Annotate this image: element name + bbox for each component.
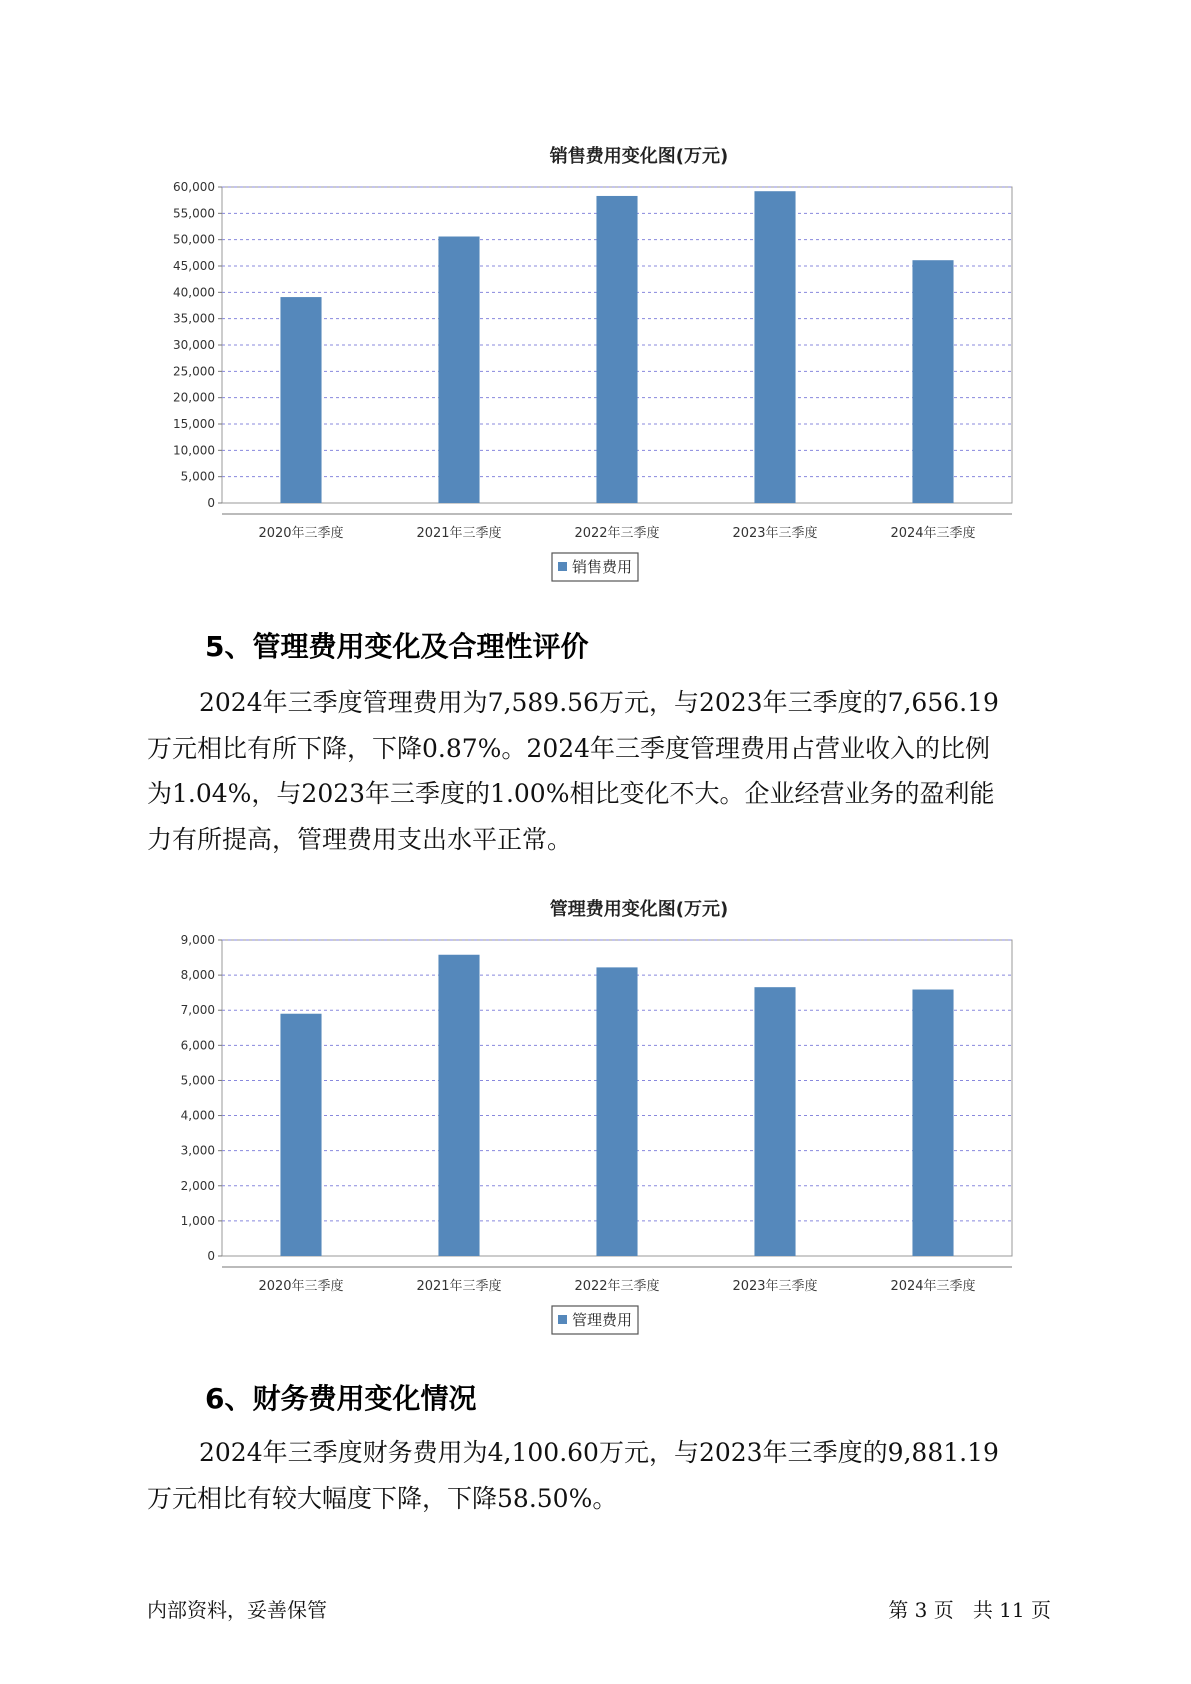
- sales-x-tick-label: 2024年三季度: [890, 526, 976, 541]
- admin-y-tick-label: 0: [207, 1249, 215, 1263]
- admin-y-tick-label: 9,000: [180, 933, 215, 947]
- sales-x-tick-label: 2020年三季度: [258, 526, 344, 541]
- admin-x-tick-label: 2020年三季度: [258, 1279, 344, 1294]
- sales-bar: [280, 297, 321, 503]
- section-6-line-2: 万元相比有较大幅度下降，下降58.50%。: [147, 1483, 618, 1513]
- sales-y-tick-label: 40,000: [173, 285, 215, 300]
- sales-y-tick-label: 35,000: [173, 311, 215, 326]
- section-5-title: 5、管理费用变化及合理性评价: [205, 630, 589, 663]
- admin-y-tick-label: 4,000: [180, 1108, 215, 1123]
- sales-expense-chart: [155, 140, 1035, 595]
- admin-bar: [280, 1014, 321, 1256]
- admin-bar: [596, 967, 637, 1256]
- admin-expense-chart-svg: [155, 893, 1035, 1348]
- admin-bar: [438, 955, 479, 1256]
- section-5-line-1: 2024年三季度管理费用为7,589.56万元，与2023年三季度的7,656.19: [199, 688, 999, 717]
- admin-expense-chart: [155, 893, 1035, 1348]
- sales-bar: [596, 196, 637, 503]
- sales-legend-label: 销售费用: [572, 558, 633, 576]
- sales-y-tick-label: 55,000: [173, 206, 215, 221]
- sales-y-tick-label: 0: [207, 496, 215, 510]
- sales-x-tick-label: 2021年三季度: [416, 526, 502, 541]
- admin-legend-label: 管理费用: [572, 1311, 633, 1329]
- admin-y-tick-label: 3,000: [180, 1143, 215, 1158]
- admin-x-tick-label: 2023年三季度: [732, 1279, 818, 1294]
- section-5-line-4: 力有所提高，管理费用支出水平正常。: [147, 824, 573, 854]
- sales-y-tick-label: 50,000: [173, 232, 215, 247]
- section-6-line-1: 2024年三季度财务费用为4,100.60万元，与2023年三季度的9,881.19: [199, 1438, 999, 1467]
- admin-y-tick-label: 1,000: [180, 1213, 215, 1228]
- admin-bar: [912, 990, 953, 1256]
- sales-chart-title: 销售费用变化图(万元): [549, 146, 729, 167]
- section-6-paragraph: [147, 1430, 1047, 1521]
- admin-y-tick-label: 6,000: [180, 1038, 215, 1053]
- admin-chart-title: 管理费用变化图(万元): [549, 899, 729, 920]
- sales-y-tick-label: 60,000: [173, 180, 215, 194]
- admin-y-tick-label: 7,000: [180, 1003, 215, 1018]
- section-5-paragraph: [147, 680, 1047, 862]
- section-5-line-3: 为1.04%，与2023年三季度的1.00%相比变化不大。企业经营业务的盈利能: [147, 779, 995, 808]
- admin-y-tick-label: 2,000: [180, 1178, 215, 1193]
- sales-bar: [912, 260, 953, 503]
- sales-legend-swatch: [558, 562, 567, 571]
- sales-x-tick-label: 2022年三季度: [574, 526, 660, 541]
- footer-left: 内部资料，妥善保管: [147, 1598, 327, 1622]
- section-6-title: 6、财务费用变化情况: [205, 1382, 477, 1415]
- sales-bar: [438, 237, 479, 503]
- sales-y-tick-label: 20,000: [173, 390, 215, 405]
- sales-y-tick-label: 15,000: [173, 417, 215, 431]
- sales-y-tick-label: 30,000: [173, 338, 215, 352]
- sales-y-tick-label: 10,000: [173, 443, 215, 458]
- sales-y-tick-label: 45,000: [173, 259, 215, 273]
- sales-y-tick-label: 5,000: [180, 469, 215, 484]
- sales-y-tick-label: 25,000: [173, 364, 215, 379]
- footer-right: 第 3 页 共 11 页: [888, 1598, 1051, 1622]
- admin-y-tick-label: 5,000: [180, 1073, 215, 1088]
- sales-x-tick-label: 2023年三季度: [732, 526, 818, 541]
- admin-bar: [754, 987, 795, 1256]
- section-5-line-2: 万元相比有所下降，下降0.87%。2024年三季度管理费用占营业收入的比例: [147, 733, 991, 763]
- admin-legend-swatch: [558, 1315, 567, 1324]
- admin-x-tick-label: 2024年三季度: [890, 1279, 976, 1294]
- sales-bar: [754, 191, 795, 503]
- sales-expense-chart-svg: [155, 140, 1035, 595]
- admin-x-tick-label: 2021年三季度: [416, 1279, 502, 1294]
- admin-y-tick-label: 8,000: [180, 968, 215, 983]
- admin-x-tick-label: 2022年三季度: [574, 1279, 660, 1294]
